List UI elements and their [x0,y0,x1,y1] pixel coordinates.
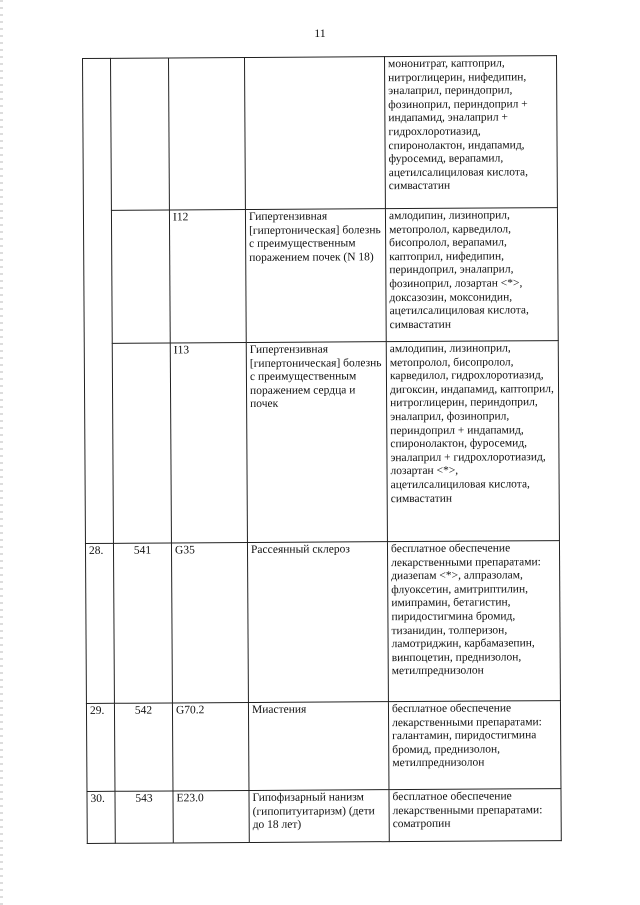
disease-name-cell: Рассеянный склероз [247,542,388,703]
mkb-code-cell: E23.0 [173,790,249,842]
table-row [85,541,560,704]
drug-provision-table [82,55,562,844]
service-code-cell: 541 [113,543,172,703]
drug-list-cell: мононитрат, каптоприл, нитроглицерин, нифедипин, эналаприл, периндоприл, фозиноприл, периндоприл + индапамид, эналаприл + гидрохлоротиазид, спиронолактон, индапамид, фуросемид, верапамил, ацетилсалициловая кислота, симвастатин [384,56,557,209]
table-row [87,789,561,844]
disease-name-cell: Миастения [248,702,389,791]
drug-list-cell: амлодипин, лизиноприл, метопролол, бисопролол, карведилол, гидрохлоротиазид, дигоксин, индапамид, каптоприл, нитроглицерин, периндоприл, эналаприл, фозиноприл, периндоприл + индапамид, спиронолактон, фуросемид, эналаприл + гидрохлоротиазид, лозартан <*>, ацетилсалициловая кислота, симвастатин [386,341,559,542]
drug-list-cell: бесплатное обеспечение лекарственными препаратами: диазепам <*>, алпразолам, флуоксетин, амитриптилин, имипрамин, бетагистин, пиридостигмина бромид, тизанидин, толперизон, ламотриджин, карбамазепин, винпоцетин, преднизолон, метилпреднизолон [387,541,560,702]
service-code-cell: 542 [114,703,173,791]
disease-name-cell [245,57,386,210]
table-row [86,701,561,792]
service-code-cell [111,210,170,343]
drug-list-cell: амлодипин, лизиноприл, метопролол, карведилол, бисопролол, верапамил, каптоприл, нифедипин, периндоприл, эналаприл, фозиноприл, лозартан <*>, доксазозин, моксонидин, ацетилсалициловая кислота, симвастатин [385,208,558,342]
row-number-cell: 28. [85,543,114,703]
service-code-cell [112,343,171,543]
table-row [83,56,558,211]
row-number-cell: 30. [87,791,115,843]
disease-name-cell: Гипертензивная [гипертоническая] болезнь с преимущественным поражением почек (N 18) [245,209,386,343]
mkb-code-cell [169,58,246,210]
row-number-cell: 29. [86,703,115,791]
table-row [83,208,558,344]
service-code-cell: 543 [115,791,173,843]
table-row [84,341,559,544]
service-code-cell [111,58,170,210]
mkb-code-cell: I12 [169,210,246,343]
row-number-cell [83,58,114,543]
mkb-code-cell: I13 [170,343,247,543]
drug-list-cell: бесплатное обеспечение лекарственными препаратами: галантамин, пиридостигмина бромид, преднизолон, метилпреднизолон [388,701,561,790]
scan-edge-artifact [0,0,3,905]
mkb-code-cell: G70.2 [172,702,249,790]
disease-name-cell: Гипофизарный нанизм (гипопитуитаризм) (дети до 18 лет) [249,790,389,843]
mkb-code-cell: G35 [171,542,248,702]
disease-name-cell: Гипертензивная [гипертоническая] болезнь с преимущественным поражением сердца и почек [246,342,387,543]
drug-list-cell: бесплатное обеспечение лекарственными препаратами: соматропин [389,789,561,842]
page-number: 11 [314,26,326,40]
